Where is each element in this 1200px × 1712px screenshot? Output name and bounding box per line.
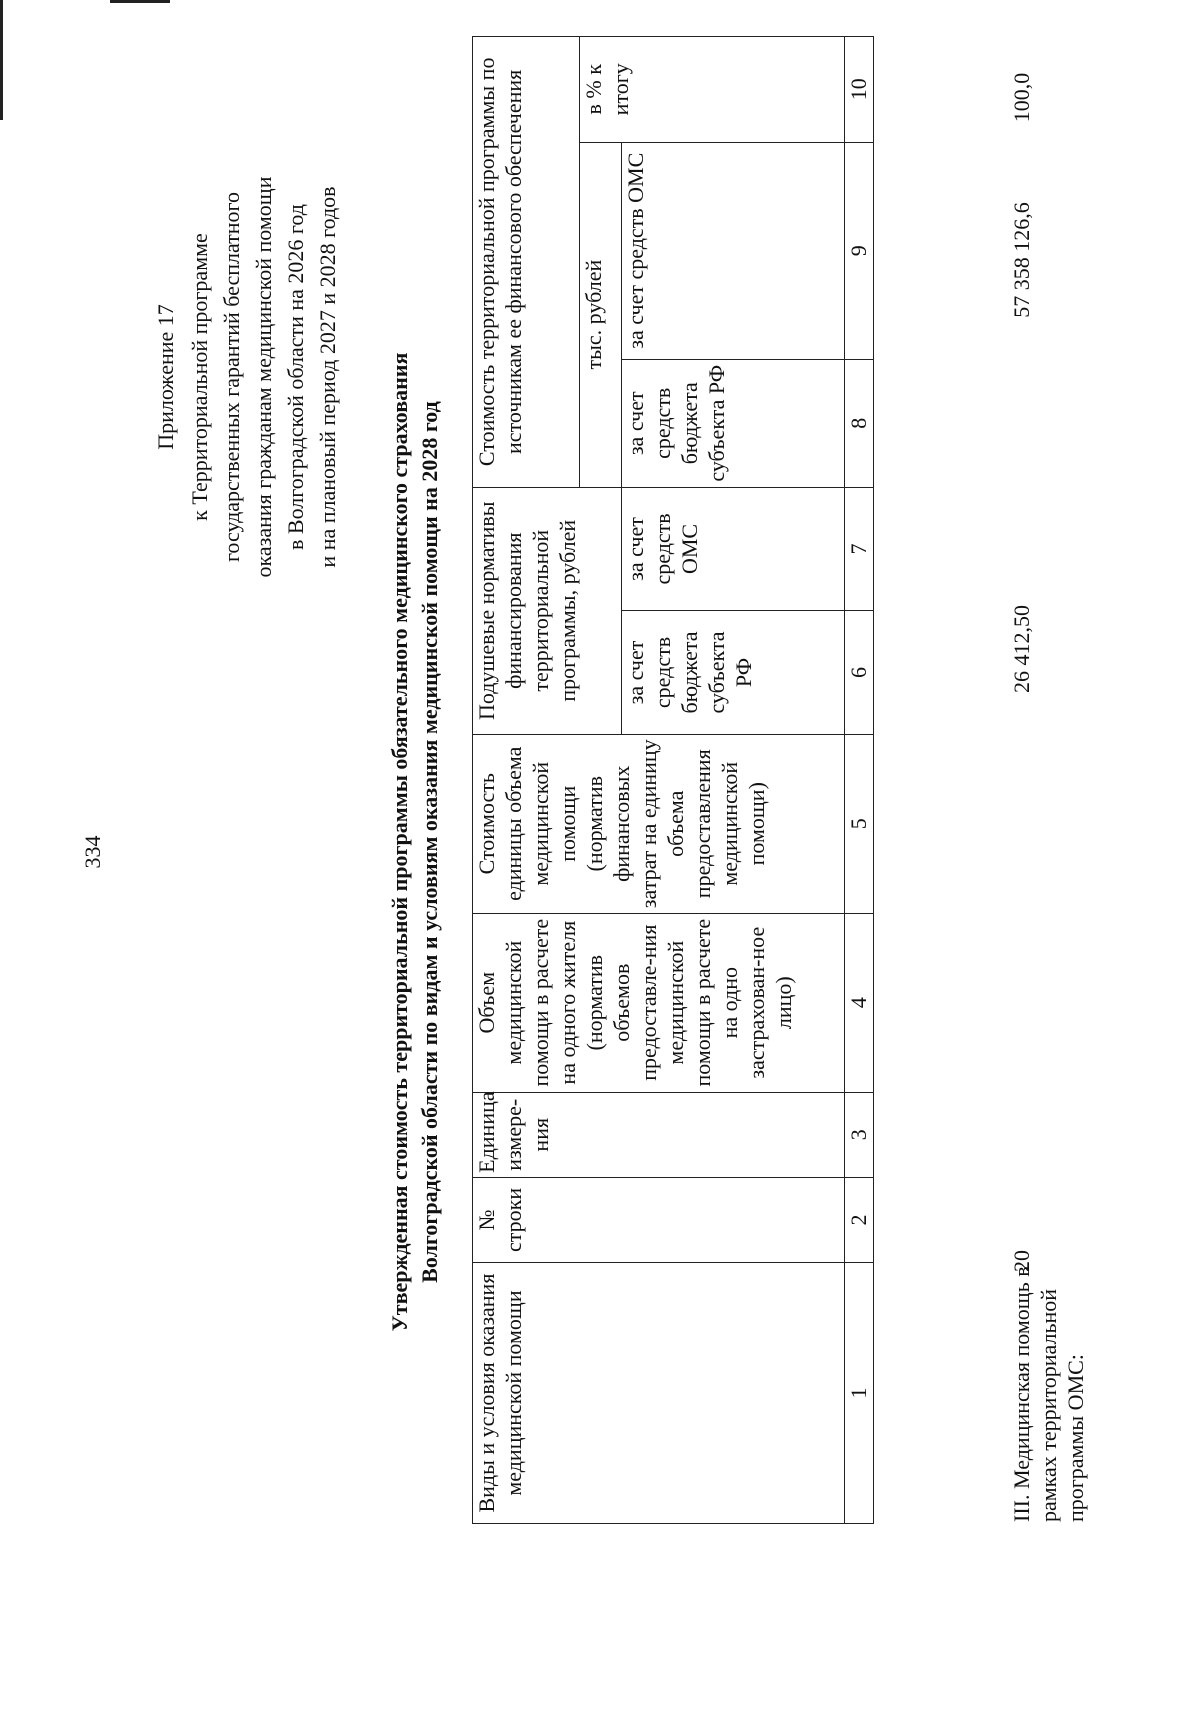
- annex-line: государственных гарантий бесплатного: [219, 191, 244, 563]
- title-line-2: Волгоградской области по видам и условиям оказания медицинской помощи на 2028 год: [417, 401, 442, 1283]
- header-cost-percent: в % к итогу: [580, 37, 845, 143]
- header-per-capita-oms: за счет средств ОМС: [622, 487, 845, 611]
- header-per-capita: Подушевые нормативы финансирования территориальной программы, рублей: [473, 487, 622, 734]
- row-label-oms: III. Медицинская помощь в рамках территориальной программы ОМС:: [1009, 1266, 1088, 1522]
- column-number: 1: [845, 1263, 874, 1524]
- cost-oms-value: 57 358 126,6: [1009, 202, 1034, 318]
- header-per-capita-budget: за счет средств бюджета субъекта РФ: [622, 611, 845, 735]
- column-number: 7: [845, 487, 874, 611]
- document-title: [385, 332, 445, 1352]
- column-number-row: [845, 37, 874, 1524]
- cost-table: [472, 36, 874, 1524]
- annex-line: в Волгоградской области на 2026 год: [283, 204, 308, 550]
- header-unit-cost: Стоимость единицы объема медицинской помощи (норматив финансовых затрат на единицу объема предоставления медицинской помощи): [473, 734, 845, 913]
- header-volume: Объем медицинской помощи в расчете на одного жителя (норматив объемов предоставле-ния медицинской помощи в расчете на одно застрахован-ное лицо): [473, 913, 845, 1092]
- header-cost-oms: за счет средств ОМС: [622, 142, 845, 359]
- annex-title: Приложение 17: [153, 304, 178, 450]
- header-row-number: № строки: [473, 1177, 845, 1262]
- column-number: 2: [845, 1177, 874, 1262]
- annex-line: и на плановый период 2027 и 2028 годов: [315, 186, 340, 568]
- column-number: 4: [845, 913, 874, 1092]
- column-number: 8: [845, 359, 874, 487]
- header-cost-thousands: тыс. рублей: [580, 142, 622, 487]
- column-number: 3: [845, 1092, 874, 1177]
- header-cost-budget: за счет средств бюджета субъекта РФ: [622, 359, 845, 487]
- annex-line: к Территориальной программе: [187, 233, 212, 521]
- header-unit: Единица измере-ния: [473, 1092, 845, 1177]
- annex-block: [150, 92, 344, 662]
- column-number: 5: [845, 734, 874, 913]
- title-line-1: Утвержденная стоимость территориальной программы обязательного медицинского страхования: [387, 352, 412, 1332]
- page-number: 334: [80, 835, 105, 869]
- header-cost: Стоимость территориальной программы по источникам ее финансового обеспечения: [473, 37, 580, 488]
- column-number: 6: [845, 611, 874, 735]
- row-number-value: 20: [1009, 1250, 1034, 1272]
- header-row-1: [473, 37, 580, 1524]
- column-number: 9: [845, 142, 874, 359]
- per-capita-oms-value: 26 412,50: [1009, 605, 1034, 693]
- column-number: 10: [845, 37, 874, 143]
- header-kinds: Виды и условия оказания медицинской помощи: [473, 1263, 845, 1524]
- cost-percent-value: 100,0: [1009, 72, 1034, 123]
- annex-line: оказания гражданам медицинской помощи: [251, 176, 276, 578]
